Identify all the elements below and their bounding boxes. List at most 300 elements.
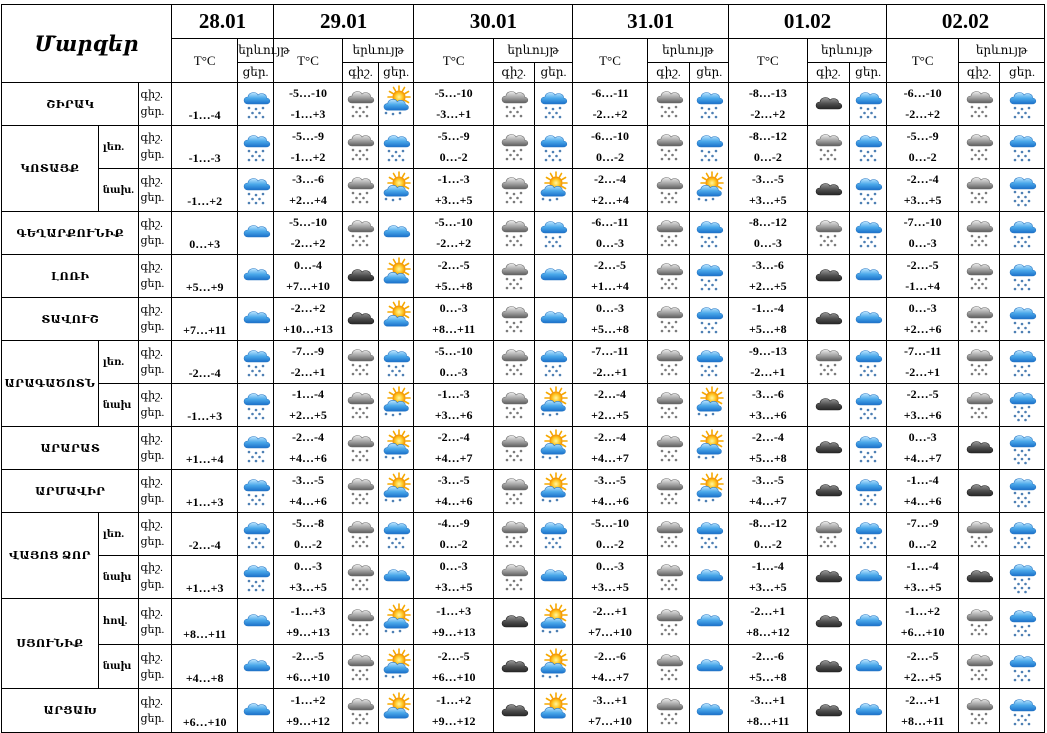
temp-night: 0…-3 xyxy=(294,559,323,573)
temp-day: -2…+2 xyxy=(436,236,472,250)
region-row xyxy=(2,689,1045,733)
temp-day: +9…+13 xyxy=(286,624,330,639)
day-label: ցեր. xyxy=(140,407,165,419)
temp-cell xyxy=(414,169,493,212)
temp-night: -2…+1 xyxy=(592,603,628,618)
dark-cloud-icon xyxy=(807,470,850,513)
temp-cell xyxy=(729,689,807,733)
temp-cell xyxy=(729,427,807,470)
temp-day: +3…+5 xyxy=(748,580,787,594)
temp-day: +7…+10 xyxy=(286,279,330,293)
dark-cloud-icon xyxy=(807,384,850,427)
temp-day: 0…-2 xyxy=(595,150,624,164)
cloud-icon xyxy=(690,689,729,733)
temp-night: -5…-9 xyxy=(906,129,939,143)
region-name: ԳԵՂԱՐՔՈՒՆԻՔ xyxy=(2,212,139,255)
dark-cloud-snow-icon xyxy=(959,83,1000,126)
region-name: ՇԻՐԱԿ xyxy=(2,83,139,126)
temp-cell xyxy=(729,556,807,599)
temp-day: +3…+5 xyxy=(289,580,327,594)
temp-day: +4…+6 xyxy=(289,451,327,465)
temp-day: +4…+7 xyxy=(434,451,473,465)
temp-day: +8…+12 xyxy=(745,624,790,639)
night-label: գիշ. xyxy=(140,519,163,531)
temp-day: -1…+3 xyxy=(187,409,223,423)
temp-day: -2…+1 xyxy=(750,365,786,379)
night-label: գիշ. xyxy=(140,261,163,273)
temp-day: +5…+9 xyxy=(185,280,224,294)
cloud-icon xyxy=(690,599,729,645)
night-subheader: գիշ. xyxy=(807,63,850,83)
region-row xyxy=(2,384,1045,427)
heavy-snow-icon xyxy=(1000,556,1045,599)
dark-cloud-snow-icon xyxy=(493,384,534,427)
time-of-day-labels xyxy=(139,427,172,470)
dark-cloud-icon xyxy=(807,298,850,341)
temp-cell xyxy=(273,83,342,126)
temp-day: +2…+5 xyxy=(289,408,327,422)
date-header: 02.02 xyxy=(886,5,1044,39)
temp-night: -3…-5 xyxy=(751,473,784,487)
temp-cell xyxy=(172,513,238,556)
temp-day: 0…-3 xyxy=(908,236,937,250)
region-row xyxy=(2,255,1045,298)
temp-cell xyxy=(886,126,958,169)
temp-day: +8…+11 xyxy=(746,713,790,728)
region-name: ԱՐԱԳԱԾՈՏՆ xyxy=(2,341,99,427)
snow-sun-icon xyxy=(534,645,573,689)
temp-cell xyxy=(414,689,493,733)
dark-cloud-snow-icon xyxy=(807,212,850,255)
temp-cell xyxy=(172,255,238,298)
temp-night: -6…-11 xyxy=(591,86,629,100)
cloud-snow-icon xyxy=(238,341,274,384)
cloud-snow-icon xyxy=(1000,599,1045,645)
cloud-snow-icon xyxy=(690,83,729,126)
temp-day: +3…+6 xyxy=(434,408,473,422)
dark-cloud-snow-icon xyxy=(647,169,690,212)
snow-sun-icon xyxy=(378,470,414,513)
temp-night: -6…-10 xyxy=(903,86,942,100)
night-label: գիշ. xyxy=(140,651,163,664)
region-name: ՎԱՅՈՑ ՁՈՐ xyxy=(2,513,99,599)
temp-cell xyxy=(172,599,238,645)
temp-day: +5…+8 xyxy=(748,669,787,684)
temp-night: -2…-4 xyxy=(292,430,325,444)
temp-cell xyxy=(573,689,647,733)
day-label: ցեր. xyxy=(140,106,165,118)
dark-cloud-snow-icon xyxy=(959,645,1000,689)
temp-night: -5…-10 xyxy=(434,344,473,358)
day-label: ցեր. xyxy=(140,235,165,247)
temp-night: 0…-4 xyxy=(294,258,323,272)
temp-day: +4…+7 xyxy=(903,451,942,465)
temp-cell xyxy=(573,513,647,556)
temp-cell xyxy=(886,298,958,341)
temp-night: -8…-13 xyxy=(748,86,787,100)
dark-cloud-snow-icon xyxy=(343,513,379,556)
time-of-day-labels xyxy=(139,513,172,556)
dark-cloud-snow-icon xyxy=(647,427,690,470)
temp-day: +7…+10 xyxy=(588,624,632,639)
temp-cell xyxy=(729,169,807,212)
snow-sun-icon xyxy=(534,384,573,427)
temp-day: +4…+6 xyxy=(591,494,629,508)
temp-day: +5…+8 xyxy=(748,322,787,336)
dark-cloud-icon xyxy=(343,298,379,341)
temp-night: -2…+1 xyxy=(750,603,786,618)
cloud-icon xyxy=(850,689,887,733)
night-label: գիշ. xyxy=(140,562,163,574)
temp-cell xyxy=(172,470,238,513)
cloud-icon xyxy=(238,212,274,255)
region-subarea: հով. xyxy=(98,599,139,645)
temp-night: -2…-5 xyxy=(437,648,470,663)
region-row xyxy=(2,126,1045,169)
dark-cloud-icon xyxy=(493,689,534,733)
cloud-snow-icon xyxy=(378,513,414,556)
temp-cell xyxy=(573,599,647,645)
temp-cell xyxy=(414,384,493,427)
temp-night: -2…-5 xyxy=(593,258,626,272)
cloud-snow-icon xyxy=(850,212,887,255)
day-label: ցեր. xyxy=(140,278,165,290)
day-label: ցեր. xyxy=(140,321,165,333)
cloud-snow-icon xyxy=(850,126,887,169)
region-row xyxy=(2,169,1045,212)
temp-day: -1…-4 xyxy=(188,108,221,122)
temp-day: +1…+3 xyxy=(185,581,224,595)
temp-day: +9…+12 xyxy=(286,713,330,728)
dark-cloud-snow-icon xyxy=(343,169,379,212)
temp-cell xyxy=(414,298,493,341)
temp-cell xyxy=(172,384,238,427)
temp-day: +3…+5 xyxy=(434,193,473,207)
cloud-snow-icon xyxy=(238,126,274,169)
region-row xyxy=(2,645,1045,689)
cloud-icon xyxy=(238,599,274,645)
temp-night: -2…-4 xyxy=(906,172,939,186)
temp-day: -2…+1 xyxy=(905,365,941,379)
temp-day: -1…-3 xyxy=(188,151,221,165)
region-subarea: նախ. xyxy=(98,169,139,212)
day-subheader: ցեր. xyxy=(1000,63,1045,83)
dark-cloud-snow-icon xyxy=(647,212,690,255)
temp-cell xyxy=(273,126,342,169)
heavy-snow-icon xyxy=(1000,169,1045,212)
temp-day: +6…+10 xyxy=(431,669,476,684)
temp-day: +4…+6 xyxy=(434,494,473,508)
temp-day: 0…+3 xyxy=(189,237,221,251)
snow-sun-icon xyxy=(534,427,573,470)
temp-night: -7…-11 xyxy=(591,344,629,358)
dark-cloud-icon xyxy=(343,255,379,298)
dark-cloud-icon xyxy=(807,599,850,645)
temp-day: -1…+2 xyxy=(290,150,326,164)
temp-cell xyxy=(573,83,647,126)
temp-night: -2…-6 xyxy=(751,648,784,663)
night-subheader: գիշ. xyxy=(493,63,534,83)
dark-cloud-snow-icon xyxy=(647,298,690,341)
dark-cloud-snow-icon xyxy=(647,556,690,599)
region-row xyxy=(2,212,1045,255)
temp-cell xyxy=(273,212,342,255)
dark-cloud-snow-icon xyxy=(343,126,379,169)
snow-sun-icon xyxy=(378,384,414,427)
dark-cloud-snow-icon xyxy=(343,83,379,126)
temp-cell xyxy=(172,298,238,341)
sun-cloud-icon xyxy=(378,689,414,733)
temp-cell xyxy=(573,212,647,255)
dark-cloud-icon xyxy=(807,645,850,689)
dark-cloud-snow-icon xyxy=(959,599,1000,645)
temp-cell xyxy=(729,384,807,427)
temp-cell xyxy=(729,83,807,126)
cloud-snow-icon xyxy=(690,212,729,255)
day-label: ցեր. xyxy=(140,712,165,725)
temp-cell xyxy=(573,427,647,470)
temp-header: T°C xyxy=(273,39,342,83)
time-of-day-labels xyxy=(139,470,172,513)
temp-cell xyxy=(886,599,958,645)
temp-day: -2…+1 xyxy=(592,365,628,379)
temp-night: -2…-4 xyxy=(593,172,626,186)
temp-night: 0…-3 xyxy=(908,301,937,315)
temp-night: -9…-13 xyxy=(748,344,787,358)
night-label: գիշ. xyxy=(140,175,163,187)
cloud-icon xyxy=(238,689,274,733)
cloud-snow-icon xyxy=(1000,212,1045,255)
temp-night: -3…-5 xyxy=(292,473,325,487)
temp-cell xyxy=(273,645,342,689)
day-label: ցեր. xyxy=(140,364,165,376)
region-name: ԱՐԱՐԱՏ xyxy=(2,427,139,470)
temp-night: -2…-5 xyxy=(437,258,470,272)
phenomenon-header: երևույթ xyxy=(807,39,886,63)
temp-day: +7…+11 xyxy=(183,323,227,337)
cloud-snow-icon xyxy=(238,83,274,126)
temp-cell xyxy=(886,470,958,513)
temp-cell xyxy=(573,298,647,341)
dark-cloud-icon xyxy=(807,255,850,298)
temp-cell xyxy=(886,341,958,384)
cloud-snow-icon xyxy=(690,126,729,169)
night-subheader: գիշ. xyxy=(959,63,1000,83)
temp-day: +6…+10 xyxy=(182,715,227,729)
temp-cell xyxy=(172,341,238,384)
cloud-icon xyxy=(850,255,887,298)
night-label: գիշ. xyxy=(140,476,163,488)
temp-day: +3…+6 xyxy=(748,408,787,422)
time-of-day-labels xyxy=(139,298,172,341)
temp-cell xyxy=(273,599,342,645)
time-of-day-labels xyxy=(139,645,172,689)
time-of-day-labels xyxy=(139,341,172,384)
temp-cell xyxy=(886,556,958,599)
night-label: գիշ. xyxy=(140,89,163,101)
dark-cloud-snow-icon xyxy=(343,427,379,470)
night-label: գիշ. xyxy=(140,132,163,144)
night-label: գիշ. xyxy=(140,606,163,619)
temp-cell xyxy=(886,384,958,427)
region-row xyxy=(2,427,1045,470)
temp-night: -2…-5 xyxy=(906,258,939,272)
time-of-day-labels xyxy=(139,169,172,212)
cloud-snow-icon xyxy=(850,341,887,384)
phenomenon-header: երևույթ xyxy=(493,39,572,63)
snow-sun-icon xyxy=(690,169,729,212)
dark-cloud-icon xyxy=(493,599,534,645)
temp-cell xyxy=(414,645,493,689)
dark-cloud-snow-icon xyxy=(647,470,690,513)
temp-day: 0…-3 xyxy=(753,236,782,250)
temp-header: T°C xyxy=(729,39,807,83)
time-of-day-labels xyxy=(139,255,172,298)
temp-cell xyxy=(573,384,647,427)
temp-cell xyxy=(729,341,807,384)
temp-night: -5…-10 xyxy=(434,215,473,229)
temp-day: +3…+5 xyxy=(903,193,942,207)
temp-night: -3…-6 xyxy=(751,387,784,401)
cloud-snow-icon xyxy=(850,427,887,470)
region-name: ՏԱՎՈՒՇ xyxy=(2,298,139,341)
temp-night: -5…-9 xyxy=(292,129,325,143)
cloud-icon xyxy=(690,645,729,689)
night-label: գիշ. xyxy=(140,433,163,445)
snow-sun-icon xyxy=(690,427,729,470)
dark-cloud-snow-icon xyxy=(493,126,534,169)
cloud-snow-icon xyxy=(238,556,274,599)
date-header: 29.01 xyxy=(273,5,414,39)
day-label: ցեր. xyxy=(140,192,165,204)
temp-cell xyxy=(414,255,493,298)
temp-night: -1…-4 xyxy=(906,559,939,573)
temp-night: -5…-8 xyxy=(292,516,325,530)
sun-cloud-icon xyxy=(378,298,414,341)
temp-cell xyxy=(414,470,493,513)
dark-cloud-snow-icon xyxy=(647,83,690,126)
region-row xyxy=(2,470,1045,513)
dark-cloud-snow-icon xyxy=(493,470,534,513)
day-label: ցեր. xyxy=(140,623,165,636)
temp-cell xyxy=(273,513,342,556)
cloud-snow-icon xyxy=(534,341,573,384)
dark-cloud-icon xyxy=(959,556,1000,599)
day-subheader: ցեր. xyxy=(850,63,887,83)
cloud-snow-icon xyxy=(1000,645,1045,689)
temp-cell xyxy=(172,556,238,599)
day-label: ցեր. xyxy=(140,668,165,681)
temp-cell xyxy=(273,169,342,212)
temp-day: -2…+2 xyxy=(290,236,326,250)
temp-day: -2…+2 xyxy=(905,107,941,121)
temp-night: -2…+2 xyxy=(290,301,326,315)
temp-night: -2…-4 xyxy=(593,387,626,401)
temp-day: 0…-2 xyxy=(294,537,323,551)
dark-cloud-snow-icon xyxy=(959,298,1000,341)
temp-day: 0…-2 xyxy=(908,537,937,551)
temp-cell xyxy=(414,427,493,470)
temp-cell xyxy=(414,126,493,169)
time-of-day-labels xyxy=(139,689,172,733)
temp-cell xyxy=(414,212,493,255)
cloud-icon xyxy=(850,298,887,341)
dark-cloud-snow-icon xyxy=(647,341,690,384)
temp-cell xyxy=(273,427,342,470)
temp-night: -6…-11 xyxy=(591,215,629,229)
temp-day: +4…+6 xyxy=(903,494,942,508)
dark-cloud-snow-icon xyxy=(647,126,690,169)
temp-night: -3…+1 xyxy=(592,692,628,707)
date-header: 28.01 xyxy=(172,5,274,39)
forecast-table xyxy=(1,4,1045,733)
time-of-day-labels xyxy=(139,384,172,427)
dark-cloud-snow-icon xyxy=(493,169,534,212)
temp-cell xyxy=(573,169,647,212)
cloud-icon xyxy=(850,556,887,599)
cloud-snow-icon xyxy=(534,212,573,255)
temp-cell xyxy=(729,513,807,556)
temp-cell xyxy=(573,645,647,689)
temp-day: +5…+8 xyxy=(748,451,787,465)
region-subarea: լեռ. xyxy=(98,513,139,556)
region-header: Մարզեր xyxy=(2,5,172,83)
temp-night: -7…-10 xyxy=(903,215,942,229)
temp-cell xyxy=(729,255,807,298)
region-subarea: նախ xyxy=(98,556,139,599)
region-name: ՍՅՈՒՆԻՔ xyxy=(2,599,99,689)
temp-day: -2…+1 xyxy=(290,365,326,379)
night-label: գիշ. xyxy=(140,304,163,316)
temp-cell xyxy=(172,126,238,169)
time-of-day-labels xyxy=(139,83,172,126)
temp-header: T°C xyxy=(886,39,958,83)
temp-night: -7…-11 xyxy=(903,344,942,358)
temp-night: 0…-3 xyxy=(908,430,937,444)
dark-cloud-snow-icon xyxy=(647,689,690,733)
temp-cell xyxy=(886,212,958,255)
region-subarea: լեռ. xyxy=(98,341,139,384)
temp-header: T°C xyxy=(573,39,647,83)
temp-night: -2…-4 xyxy=(593,430,626,444)
temp-day: 0…-2 xyxy=(439,537,468,551)
temp-day: +4…+6 xyxy=(289,494,327,508)
temp-night: -1…+2 xyxy=(436,692,472,707)
region-subarea: լեռ. xyxy=(98,126,139,169)
region-name: ԿՈՏԱՅՔ xyxy=(2,126,99,212)
cloud-snow-icon xyxy=(1000,341,1045,384)
temp-day: +2…+5 xyxy=(748,279,787,293)
temp-night: -4…-9 xyxy=(437,516,470,530)
phenomenon-header: երևույթ xyxy=(238,39,274,63)
date-header: 31.01 xyxy=(573,5,729,39)
temp-day: +9…+13 xyxy=(431,624,476,639)
phenomenon-header: երևույթ xyxy=(647,39,728,63)
dark-cloud-snow-icon xyxy=(807,513,850,556)
temp-night: -3…-6 xyxy=(292,172,325,186)
region-row xyxy=(2,341,1045,384)
temp-night: 0…-3 xyxy=(439,301,468,315)
snow-sun-icon xyxy=(378,169,414,212)
temp-cell xyxy=(886,83,958,126)
temp-night: -1…-4 xyxy=(751,301,784,315)
dark-cloud-snow-icon xyxy=(959,513,1000,556)
temp-day: +4…+7 xyxy=(591,669,629,684)
temp-cell xyxy=(414,83,493,126)
sun-cloud-icon xyxy=(378,255,414,298)
region-subarea: նախ xyxy=(98,645,139,689)
snow-sun-icon xyxy=(378,599,414,645)
